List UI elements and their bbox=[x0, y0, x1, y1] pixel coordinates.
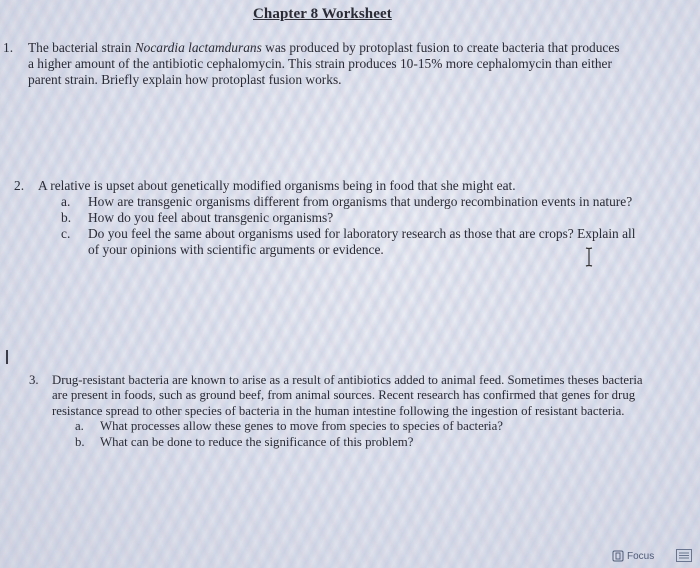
subquestion-a bbox=[75, 419, 643, 434]
text-cursor-icon bbox=[584, 247, 594, 267]
question-number: 2. bbox=[14, 178, 25, 193]
margin-mark bbox=[6, 350, 8, 364]
strain-name: Nocardia lactamdurans bbox=[134, 40, 262, 55]
question-text bbox=[28, 40, 623, 88]
subquestion-letter: a. bbox=[75, 419, 84, 434]
subquestion-list bbox=[61, 194, 644, 258]
subquestion-text: What can be done to reduce the significance of this problem? bbox=[100, 434, 414, 449]
question-3 bbox=[29, 373, 643, 450]
focus-icon bbox=[612, 550, 624, 562]
question-number: 1. bbox=[3, 40, 14, 55]
subquestion-text: How do you feel about transgenic organisms? bbox=[88, 210, 334, 225]
subquestion-letter: c. bbox=[61, 226, 71, 241]
subquestion-a bbox=[61, 194, 644, 210]
subquestion-b bbox=[75, 435, 643, 450]
subquestion-letter: a. bbox=[61, 194, 71, 209]
page-title: Chapter 8 Worksheet bbox=[253, 6, 392, 22]
question-1 bbox=[3, 40, 623, 88]
focus-label: Focus bbox=[627, 550, 655, 562]
subquestion-text: Do you feel the same about organisms used for laboratory research as those that are crops? Explain all of your opinions with scientific arguments or evidence. bbox=[88, 226, 636, 257]
subquestion-b bbox=[61, 210, 644, 226]
subquestion-text: How are transgenic organisms different from organisms that undergo recombination events in nature? bbox=[88, 194, 633, 209]
focus-button[interactable] bbox=[612, 548, 654, 564]
question-text: Drug-resistant bacteria are known to arise as a result of antibiotics added to animal feed. Sometimes theses bacteria are present in foods, such as ground beef, from animal sources. Recent research has confirmed that genes for drug resistance spread to other species of bacteria in the human intestine following the ingestion of resistant bacteria. bbox=[52, 373, 643, 418]
subquestion-text: What processes allow these genes to move from species to species of bacteria? bbox=[100, 419, 503, 434]
subquestion-list bbox=[75, 419, 643, 450]
question-2 bbox=[14, 178, 644, 258]
question-text: A relative is upset about genetically modified organisms being in food that she might eat. bbox=[38, 178, 516, 193]
question-number: 3. bbox=[29, 373, 39, 387]
question-text-end: was produced by protoplast fusion to create bacteria that produces a higher amount of the antibiotic cephalomycin. This strain produces 10-15% more cephalomycin than either parent strain. Briefly explain how protoplast fusion works. bbox=[28, 40, 620, 87]
question-text-start: The bacterial strain bbox=[28, 40, 135, 55]
subquestion-letter: b. bbox=[61, 210, 72, 225]
subquestion-c bbox=[61, 226, 644, 258]
subquestion-letter: b. bbox=[75, 434, 85, 449]
print-layout-icon[interactable] bbox=[676, 549, 692, 562]
